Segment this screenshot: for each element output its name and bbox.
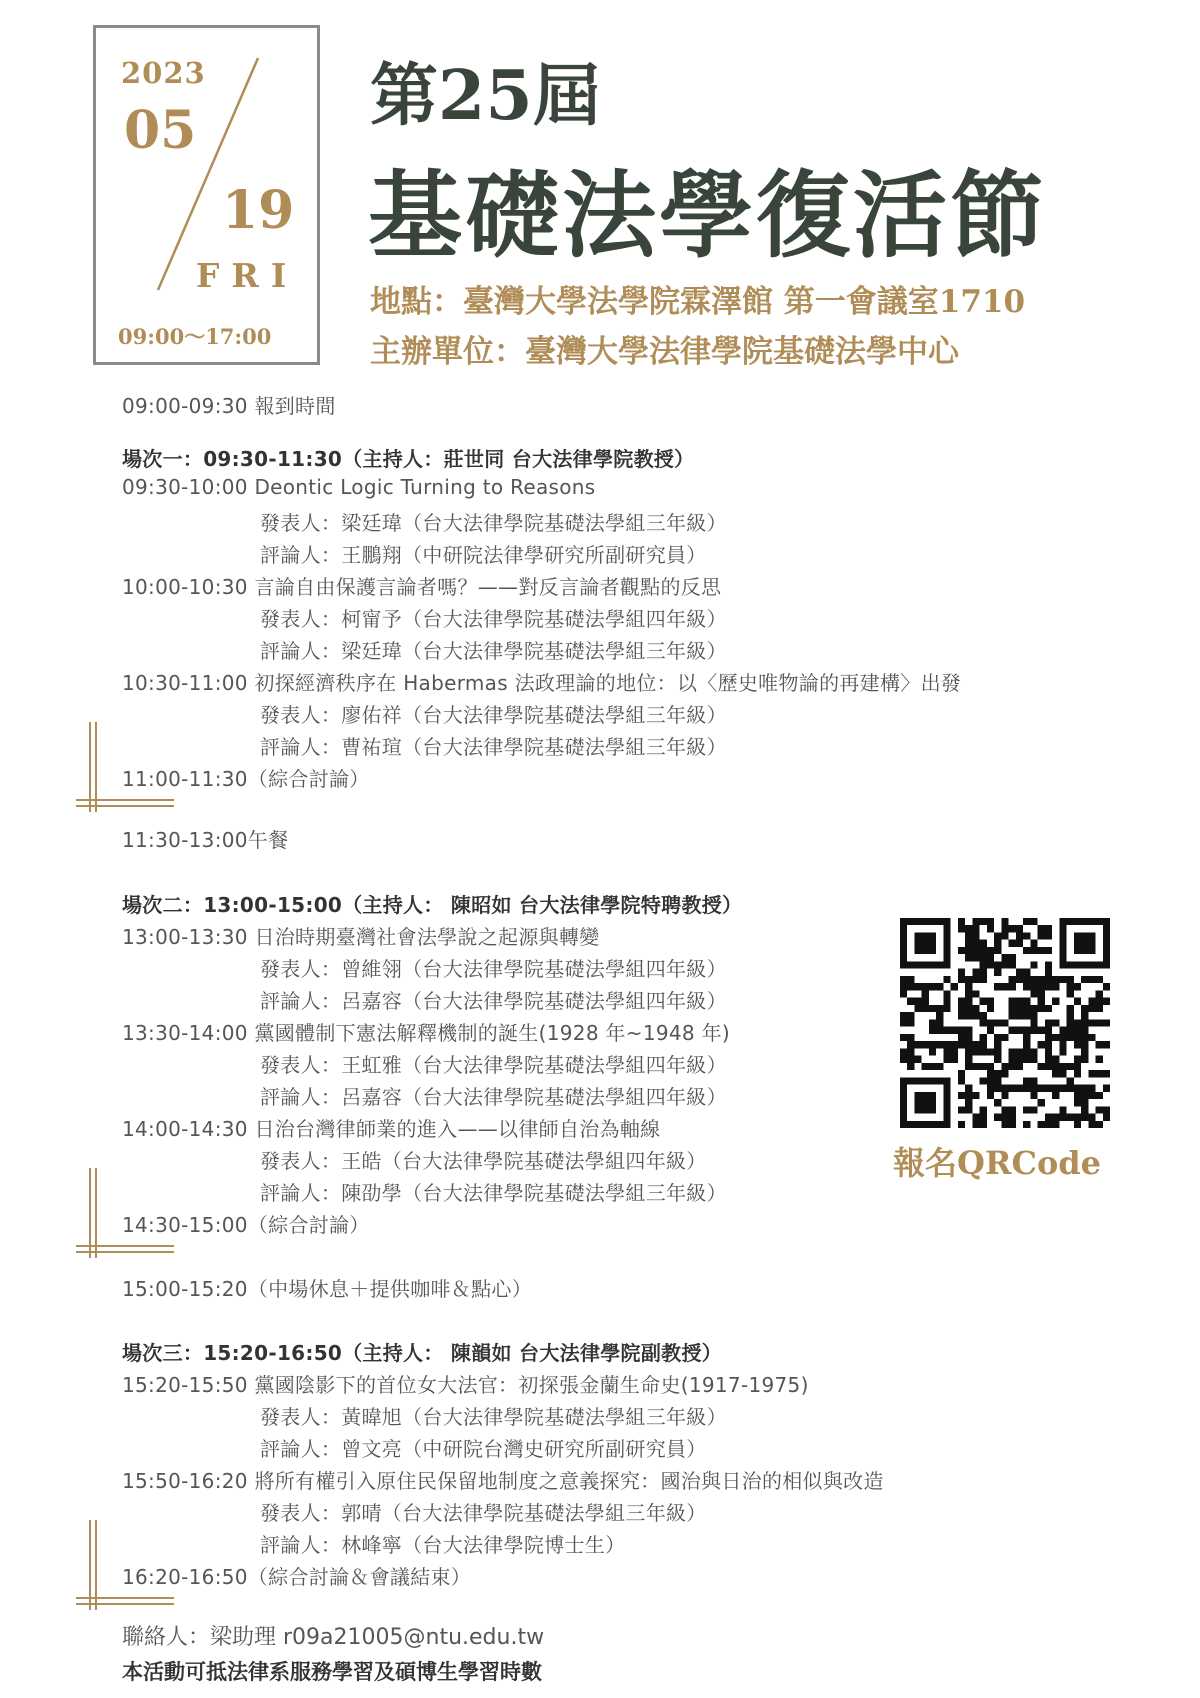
qr-code-icon[interactable]: [900, 918, 1110, 1128]
session3-talk1-reviewer: 評論人：曾文亮（中研院台灣史研究所副研究員）: [260, 1437, 707, 1461]
session2-talk3-reviewer: 評論人：陳劭學（台大法律學院基礎法學組三年級）: [260, 1181, 727, 1205]
session3-talk2-presenter: 發表人：郭晴（台大法律學院基礎法學組三年級）: [260, 1501, 707, 1525]
event-title: 基礎法學復活節: [368, 161, 1048, 271]
event-weekday: FRI: [196, 256, 299, 295]
session1-discussion: 11:00-11:30（綜合討論）: [122, 767, 370, 791]
session1-talk2: 10:00-10:30 言論自由保護言論者嗎？——對反言論者觀點的反思: [122, 575, 722, 599]
session1-talk2-reviewer: 評論人：梁廷瑋（台大法律學院基礎法學組三年級）: [260, 639, 727, 663]
event-day: 19: [222, 180, 295, 241]
venue-line: 地點：臺灣大學法學院霖澤館 第一會議室1710: [370, 284, 1026, 320]
organizer-line: 主辦單位：臺灣大學法律學院基礎法學中心: [370, 334, 959, 370]
session1-talk3-reviewer: 評論人：曹祐瑄（台大法律學院基礎法學組三年級）: [260, 735, 727, 759]
session1-talk1-presenter: 發表人：梁廷瑋（台大法律學院基礎法學組三年級）: [260, 511, 727, 535]
qr-code-label: 報名QRCode: [893, 1144, 1102, 1182]
session2-talk2: 13:30-14:00 黨國體制下憲法解釋機制的誕生(1928 年~1948 年): [122, 1021, 731, 1045]
session3-talk1: 15:20-15:50 黨國陰影下的首位女大法官：初探張金蘭生命史(1917-1975): [122, 1373, 809, 1397]
session2-discussion: 14:30-15:00（綜合討論）: [122, 1213, 370, 1237]
corner-ornament: [76, 1520, 176, 1610]
session1-talk1: 09:30-10:00 Deontic Logic Turning to Reasons: [122, 475, 596, 499]
session2-heading: 場次二：13:00-15:00（主持人： 陳昭如 台大法律學院特聘教授）: [122, 893, 743, 917]
session3-discussion: 16:20-16:50（綜合討論＆會議結束）: [122, 1565, 472, 1589]
corner-ornament: [76, 722, 176, 812]
session1-talk1-reviewer: 評論人：王鵬翔（中研院法律學研究所副研究員）: [260, 543, 707, 567]
event-month: 05: [124, 100, 197, 161]
credit-note: 本活動可抵法律系服務學習及碩博生學習時數: [122, 1660, 542, 1684]
session3-talk2-reviewer: 評論人：林峰寧（台大法律學院博士生）: [260, 1533, 626, 1557]
session2-talk3-presenter: 發表人：王皓（台大法律學院基礎法學組四年級）: [260, 1149, 707, 1173]
session1-talk3-presenter: 發表人：廖佑祥（台大法律學院基礎法學組三年級）: [260, 703, 727, 727]
session3-talk2: 15:50-16:20 將所有權引入原住民保留地制度之意義探究：國治與日治的相似與改造: [122, 1469, 884, 1493]
session2-talk1: 13:00-13:30 日治時期臺灣社會法學說之起源與轉變: [122, 925, 600, 949]
session1-heading: 場次一：09:30-11:30（主持人：莊世同 台大法律學院教授）: [122, 447, 695, 471]
session3-talk1-presenter: 發表人：黃暐旭（台大法律學院基礎法學組三年級）: [260, 1405, 727, 1429]
session3-heading: 場次三：15:20-16:50（主持人： 陳韻如 台大法律學院副教授）: [122, 1341, 723, 1365]
event-time-range: 09:00～17:00: [118, 324, 272, 349]
lunch-break: 11:30-13:00午餐: [122, 828, 289, 852]
registration-time: 09:00-09:30 報到時間: [122, 394, 336, 418]
session2-talk1-reviewer: 評論人：呂嘉容（台大法律學院基礎法學組四年級）: [260, 989, 727, 1013]
session2-talk2-presenter: 發表人：王虹雅（台大法律學院基礎法學組四年級）: [260, 1053, 727, 1077]
session1-talk3: 10:30-11:00 初探經濟秩序在 Habermas 法政理論的地位：以〈歷史唯物論的再建構〉出發: [122, 671, 962, 695]
session2-talk2-reviewer: 評論人：呂嘉容（台大法律學院基礎法學組四年級）: [260, 1085, 727, 1109]
coffee-break: 15:00-15:20（中場休息＋提供咖啡＆點心）: [122, 1277, 532, 1301]
contact-line: 聯絡人：梁助理 r09a21005@ntu.edu.tw: [122, 1625, 545, 1650]
corner-ornament: [76, 1168, 176, 1258]
session2-talk1-presenter: 發表人：曾維翎（台大法律學院基礎法學組四年級）: [260, 957, 727, 981]
session1-talk2-presenter: 發表人：柯甯予（台大法律學院基礎法學組四年級）: [260, 607, 727, 631]
date-box: [93, 25, 320, 365]
session2-talk3: 14:00-14:30 日治台灣律師業的進入——以律師自治為軸線: [122, 1117, 661, 1141]
event-year: 2023: [121, 56, 206, 90]
edition-title: 第25屆: [370, 56, 601, 136]
